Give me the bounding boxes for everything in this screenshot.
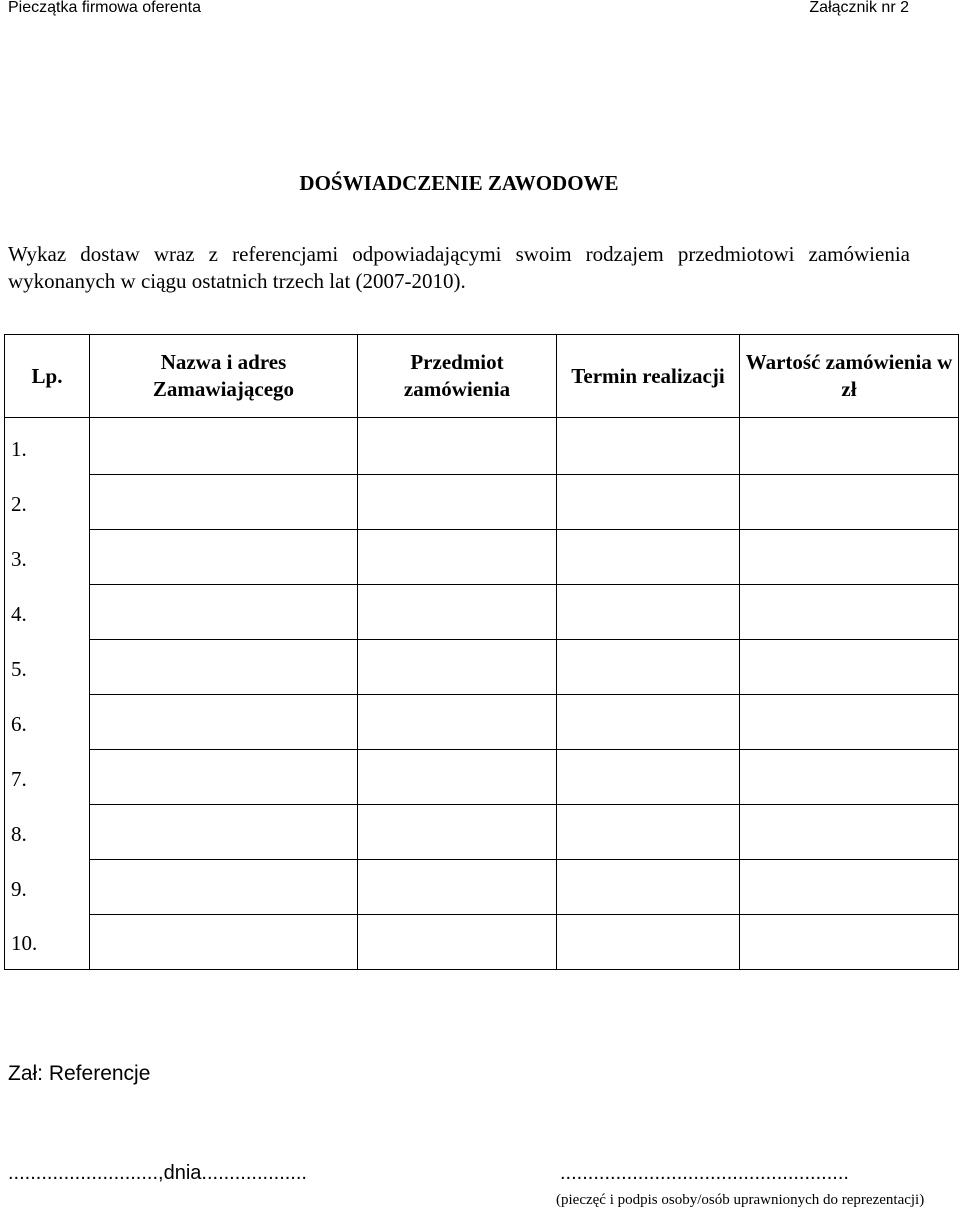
term-cell[interactable] [557,915,740,970]
value-cell[interactable] [740,585,959,640]
client-cell[interactable] [90,530,358,585]
term-cell[interactable] [557,860,740,915]
value-cell[interactable] [740,805,959,860]
row-number: 9. [5,860,90,915]
value-cell[interactable] [740,475,959,530]
subject-cell[interactable] [358,530,557,585]
place-date-line: ...........................,dnia................... [8,1162,307,1184]
client-cell[interactable] [90,475,358,530]
client-cell[interactable] [90,860,358,915]
page-title: DOŚWIADCZENIE ZAWODOWE [299,171,619,195]
subject-cell[interactable] [358,640,557,695]
client-cell[interactable] [90,695,358,750]
deliveries-table [4,334,959,970]
subject-cell[interactable] [358,915,557,970]
subject-cell[interactable] [358,418,557,475]
table-row [5,750,959,805]
intro-paragraph: Wykaz dostaw wraz z referencjami odpowiadającymi swoim rodzajem przedmiotowi zamówienia wykonanych w ciągu ostatnich trzech lat (2007-2010). [8,242,910,293]
client-cell[interactable] [90,585,358,640]
subject-cell[interactable] [358,475,557,530]
table-header-row [5,335,959,418]
signature-line: .................................................... [560,1162,849,1184]
term-cell[interactable] [557,750,740,805]
term-cell[interactable] [557,585,740,640]
row-number: 3. [5,530,90,585]
row-number: 8. [5,805,90,860]
subject-cell[interactable] [358,585,557,640]
attachments-note: Zał: Referencje [8,1062,151,1085]
row-number: 2. [5,475,90,530]
value-cell[interactable] [740,695,959,750]
table-row [5,640,959,695]
term-cell[interactable] [557,475,740,530]
client-cell[interactable] [90,750,358,805]
table-row [5,860,959,915]
client-cell[interactable] [90,640,358,695]
value-cell[interactable] [740,860,959,915]
value-cell[interactable] [740,418,959,475]
term-cell[interactable] [557,418,740,475]
term-cell[interactable] [557,530,740,585]
table-row [5,475,959,530]
stamp-label: Pieczątka firmowa oferenta [8,0,201,16]
subject-cell[interactable] [358,750,557,805]
table-row [5,585,959,640]
signature-caption: (pieczęć i podpis osoby/osób uprawnionych do reprezentacji) [556,1192,925,1208]
term-cell[interactable] [557,695,740,750]
column-header-lp: Lp. [5,335,90,418]
subject-cell[interactable] [358,860,557,915]
table-row [5,915,959,970]
subject-cell[interactable] [358,695,557,750]
row-number: 10. [5,915,90,970]
table-row [5,530,959,585]
table-row [5,695,959,750]
value-cell[interactable] [740,750,959,805]
row-number: 6. [5,695,90,750]
table-row [5,805,959,860]
row-number: 5. [5,640,90,695]
column-header-subject: Przedmiot zamówienia [358,335,557,418]
value-cell[interactable] [740,530,959,585]
value-cell[interactable] [740,915,959,970]
row-number: 7. [5,750,90,805]
attachment-number: Załącznik nr 2 [809,0,909,16]
value-cell[interactable] [740,640,959,695]
client-cell[interactable] [90,418,358,475]
row-number: 4. [5,585,90,640]
term-cell[interactable] [557,640,740,695]
row-number: 1. [5,418,90,475]
column-header-client: Nazwa i adres Zamawiającego [90,335,358,418]
term-cell[interactable] [557,805,740,860]
table-row [5,418,959,475]
column-header-value: Wartość zamówienia w zł [740,335,959,418]
client-cell[interactable] [90,805,358,860]
client-cell[interactable] [90,915,358,970]
subject-cell[interactable] [358,805,557,860]
column-header-term: Termin realizacji [557,335,740,418]
